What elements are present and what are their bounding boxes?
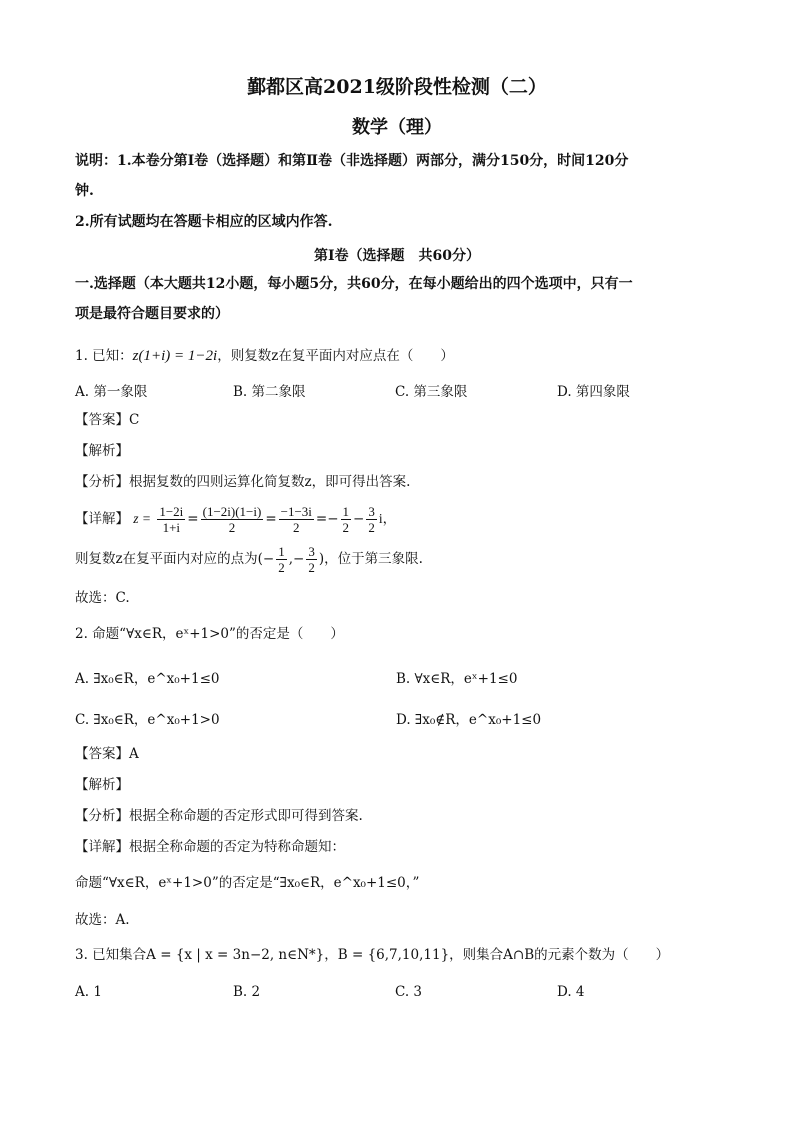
q1-frac-1 (157, 504, 185, 535)
q1-point-frac-2 (306, 544, 317, 575)
q2-answer-value: A (129, 746, 139, 762)
fenxi-label: 【分析】 (75, 474, 129, 490)
q1-frac-4 (341, 504, 352, 535)
q1-stem (75, 347, 454, 365)
q1-point-prefix: 则复数z在复平面内对应的点为(− (75, 551, 275, 567)
section-heading: 第Ⅰ卷（选择题 共60分） (313, 248, 481, 264)
q2-choose (75, 911, 130, 929)
q2-choose-value: A. (115, 912, 130, 928)
q1-fenxi (75, 473, 410, 491)
fenxi-label: 【分析】 (75, 808, 129, 824)
choose-label: 故选： (75, 590, 116, 606)
frac-den: 1+i (162, 520, 181, 535)
q3-stem: 3. 已知集合A = {x | x = 3n−2, n∈N*}，B = {6,7,10,11}，则集合A∩B的元素个数为（ ） (75, 947, 670, 963)
q1-prefix: 1. 已知： (75, 348, 133, 364)
q1-option-a: A. 第一象限 (75, 384, 148, 400)
section-intro-2: 项是最符合题目要求的） (75, 306, 229, 322)
q1-option-c: C. 第三象限 (395, 384, 468, 400)
q1-point-frac-1 (276, 544, 287, 575)
exam-title: 鄞都区高2021级阶段性检测（二） (247, 76, 547, 98)
q2-analysis-label: 【解析】 (75, 777, 129, 793)
q1-frac-3 (279, 504, 314, 535)
q1-detail-tail: i， (378, 511, 397, 526)
q1-frac-5 (366, 504, 377, 535)
note-line-1b: 钟. (75, 183, 94, 199)
note-line-2: 2.所有试题均在答题卡相应的区域内作答. (75, 214, 333, 230)
frac-den: 2 (342, 520, 350, 535)
q1-choose-value: C. (115, 590, 130, 606)
q2-option-d: D. ∃x₀∉R，e^x₀+1≤0 (396, 712, 542, 728)
q3-option-d: D. 4 (557, 984, 585, 1000)
q2-detail-text: 根据全称命题的否定为特称命题知： (129, 839, 345, 855)
note-line-1: 说明：1.本卷分第Ⅰ卷（选择题）和第Ⅱ卷（非选择题）两部分，满分150分，时间120分 (75, 153, 629, 169)
frac-den: 2 (368, 520, 375, 535)
q1-answer-value: C (129, 412, 140, 428)
q2-fenxi-text: 根据全称命题的否定形式即可得到答案. (129, 808, 363, 824)
q3-option-c: C. 3 (395, 984, 423, 1000)
q1-frac-2 (201, 504, 264, 535)
q1-option-d: D. 第四象限 (557, 384, 630, 400)
frac-num: 3 (308, 544, 315, 559)
frac-den: 2 (293, 520, 300, 535)
q1-point-suffix: )，位于第三象限. (318, 551, 423, 567)
q2-answer (75, 745, 139, 763)
q1-analysis-label: 【解析】 (75, 443, 129, 459)
q1-choose (75, 589, 130, 607)
section-intro-1: 一.选择题（本大题共12小题，每小题5分，共60分，在每小题给出的四个选项中，只有一 (75, 276, 633, 292)
q3-option-a: A. 1 (75, 984, 102, 1000)
q2-option-b: B. ∀x∈R，eˣ+1≤0 (396, 671, 518, 687)
q1-detail: 【详解】 z = $\frac{1-2i}{1+i}$ = $\frac{(1-2i)(1-i)}{2}$ = $\frac{-1-3i}{2}$ =− $\frac{1}{2}$ − $\frac{3}{2}$ i， (75, 504, 397, 535)
exam-subtitle: 数学（理） (352, 117, 442, 138)
choose-label: 故选： (75, 912, 116, 928)
q1-detail-z: z = (133, 511, 152, 526)
q1-point: 则复数z在复平面内对应的点为(− $\frac{1}{2}$ ,− $\frac{3}{2}$ )，位于第三象限. (75, 544, 423, 575)
frac-den: 2 (278, 560, 285, 575)
q1-equation: z(1+i) = 1−2i (132, 348, 218, 364)
answer-label: 【答案】 (75, 412, 129, 428)
xiangjie-label: 【详解】 (75, 511, 129, 527)
frac-num: 3 (368, 504, 375, 519)
q3-option-b: B. 2 (233, 984, 261, 1000)
q2-fenxi (75, 807, 363, 825)
q2-detail (75, 838, 345, 856)
q2-option-a: A. ∃x₀∈R，e^x₀+1≤0 (75, 671, 220, 687)
q2-detail-2: 命题“∀x∈R，eˣ+1>0”的否定是“∃x₀∈R，e^x₀+1≤0，” (75, 875, 420, 891)
frac-num: 1 (342, 504, 350, 519)
q2-option-c: C. ∃x₀∈R，e^x₀+1>0 (75, 712, 220, 728)
q2-stem: 2. 命题“∀x∈R，eˣ+1>0”的否定是（ ） (75, 626, 344, 642)
frac-num: 1 (278, 544, 285, 559)
q1-suffix: ，则复数z在复平面内对应点在（ ） (217, 348, 454, 364)
xiangjie-label: 【详解】 (75, 839, 129, 855)
frac-num: (1−2i)(1−i) (202, 504, 262, 519)
frac-num: 1−2i (159, 504, 184, 519)
q1-answer (75, 411, 139, 429)
q1-fenxi-text: 根据复数的四则运算化简复数z，即可得出答案. (129, 474, 411, 490)
q1-option-b: B. 第二象限 (233, 384, 306, 400)
answer-label: 【答案】 (75, 746, 129, 762)
frac-num: −1−3i (280, 504, 312, 519)
frac-den: 2 (228, 520, 236, 535)
frac-den: 2 (308, 560, 315, 575)
